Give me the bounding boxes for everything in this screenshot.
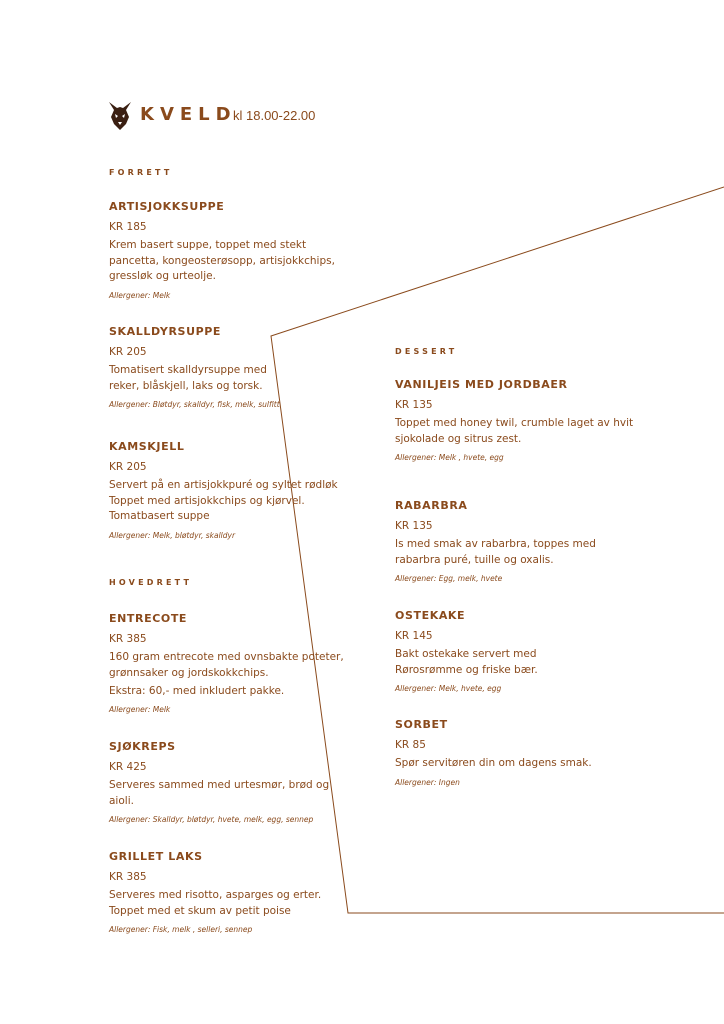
section-title-dessert: DESSERT — [395, 347, 458, 356]
section-title-forrett: FORRETT — [109, 168, 173, 177]
item-allergens: Allergener: Melk, bløtdyr, skalldyr — [109, 530, 236, 540]
section-title-hovedrett: HOVEDRETT — [109, 578, 193, 587]
item-description: Bakt ostekake servert med Rørosrømme og friske bær. — [395, 648, 538, 676]
item-allergens: Allergener: Skalldyr, bløtdyr, hvete, melk, egg, sennep — [109, 815, 314, 824]
item-price: KR 145 — [395, 630, 433, 642]
item-description: Serveres med risotto, asparges og erter. Toppet med et skum av petit poise — [109, 889, 322, 917]
item-extra: Ekstra: 60,- med inkludert pakke. — [109, 685, 285, 697]
item-allergens: Allergener: Melk, hvete, egg — [395, 684, 502, 693]
lynx-head-icon — [108, 101, 132, 131]
menu-item-artisjokksuppe — [109, 200, 369, 301]
item-price: KR 135 — [395, 399, 433, 411]
item-name: KAMSKJELL — [109, 440, 185, 453]
item-price: KR 205 — [109, 346, 147, 358]
item-price: KR 185 — [109, 221, 147, 233]
item-name: SKALLDYRSUPPE — [109, 325, 222, 338]
menu-item-vaniljeis — [395, 378, 665, 463]
item-allergens: Allergener: Melk , hvete, egg — [395, 453, 504, 462]
item-price: KR 385 — [109, 871, 147, 883]
item-name: VANILJEIS MED JORDBAER — [395, 378, 568, 391]
item-description: Is med smak av rabarbra, toppes med rabarbra puré, tuille og oxalis. — [395, 538, 596, 566]
opening-hours: kl 18.00-22.00 — [233, 108, 316, 123]
item-name: SORBET — [395, 718, 448, 731]
item-price: KR 85 — [395, 739, 426, 751]
item-description: Tomatisert skalldyrsuppe med reker, blåskjell, laks og torsk. — [109, 364, 267, 392]
item-name: ARTISJOKKSUPPE — [109, 200, 225, 213]
item-name: ENTRECOTE — [109, 612, 188, 625]
item-description: Servert på en artisjokkpuré og syltet rødløk Toppet med artisjokkchips og kjørvel. Tomatbasert suppe — [109, 479, 338, 522]
item-name: OSTEKAKE — [395, 609, 466, 622]
menu-item-rabarbra — [395, 499, 645, 584]
item-price: KR 385 — [109, 633, 147, 645]
item-description: Krem basert suppe, toppet med stekt pancetta, kongeosterøsopp, artisjokkchips, gressløk og urteolje. — [109, 239, 335, 282]
item-allergens: Allergener: Egg, melk, hvete — [395, 574, 503, 583]
menu-item-kamskjell — [109, 440, 369, 541]
item-price: KR 135 — [395, 520, 433, 532]
item-allergens: Allergener: Melk — [109, 705, 171, 714]
menu-item-grillet-laks — [109, 850, 359, 935]
item-name: RABARBRA — [395, 499, 468, 512]
item-description: Toppet med honey twil, crumble laget av hvit sjokolade og sitrus zest. — [395, 417, 634, 445]
item-description: Serveres sammed med urtesmør, brød og aioli. — [109, 779, 330, 807]
item-price: KR 425 — [109, 761, 147, 773]
item-allergens: Allergener: Fisk, melk , selleri, sennep — [109, 925, 253, 934]
item-description: 160 gram entrecote med ovnsbakte poteter, grønnsaker og jordskokkchips. — [109, 651, 344, 679]
item-description: Spør servitøren din om dagens smak. — [395, 757, 592, 769]
menu-item-ostekake — [395, 609, 645, 694]
menu-item-sorbet — [395, 718, 645, 788]
item-name: GRILLET LAKS — [109, 850, 203, 863]
menu-item-entrecote — [109, 612, 369, 715]
item-name: SJØKREPS — [109, 740, 176, 753]
item-allergens: Allergener: Melk — [109, 290, 171, 300]
menu-item-skalldyrsuppe — [109, 325, 359, 410]
page-title: KVELD — [140, 104, 237, 125]
menu-item-sjokreps — [109, 740, 359, 825]
item-price: KR 205 — [109, 461, 147, 473]
item-allergens: Allergener: Bløtdyr, skalldyr, fisk, melk, sulfitt — [109, 400, 280, 409]
item-allergens: Allergener: Ingen — [395, 777, 460, 787]
